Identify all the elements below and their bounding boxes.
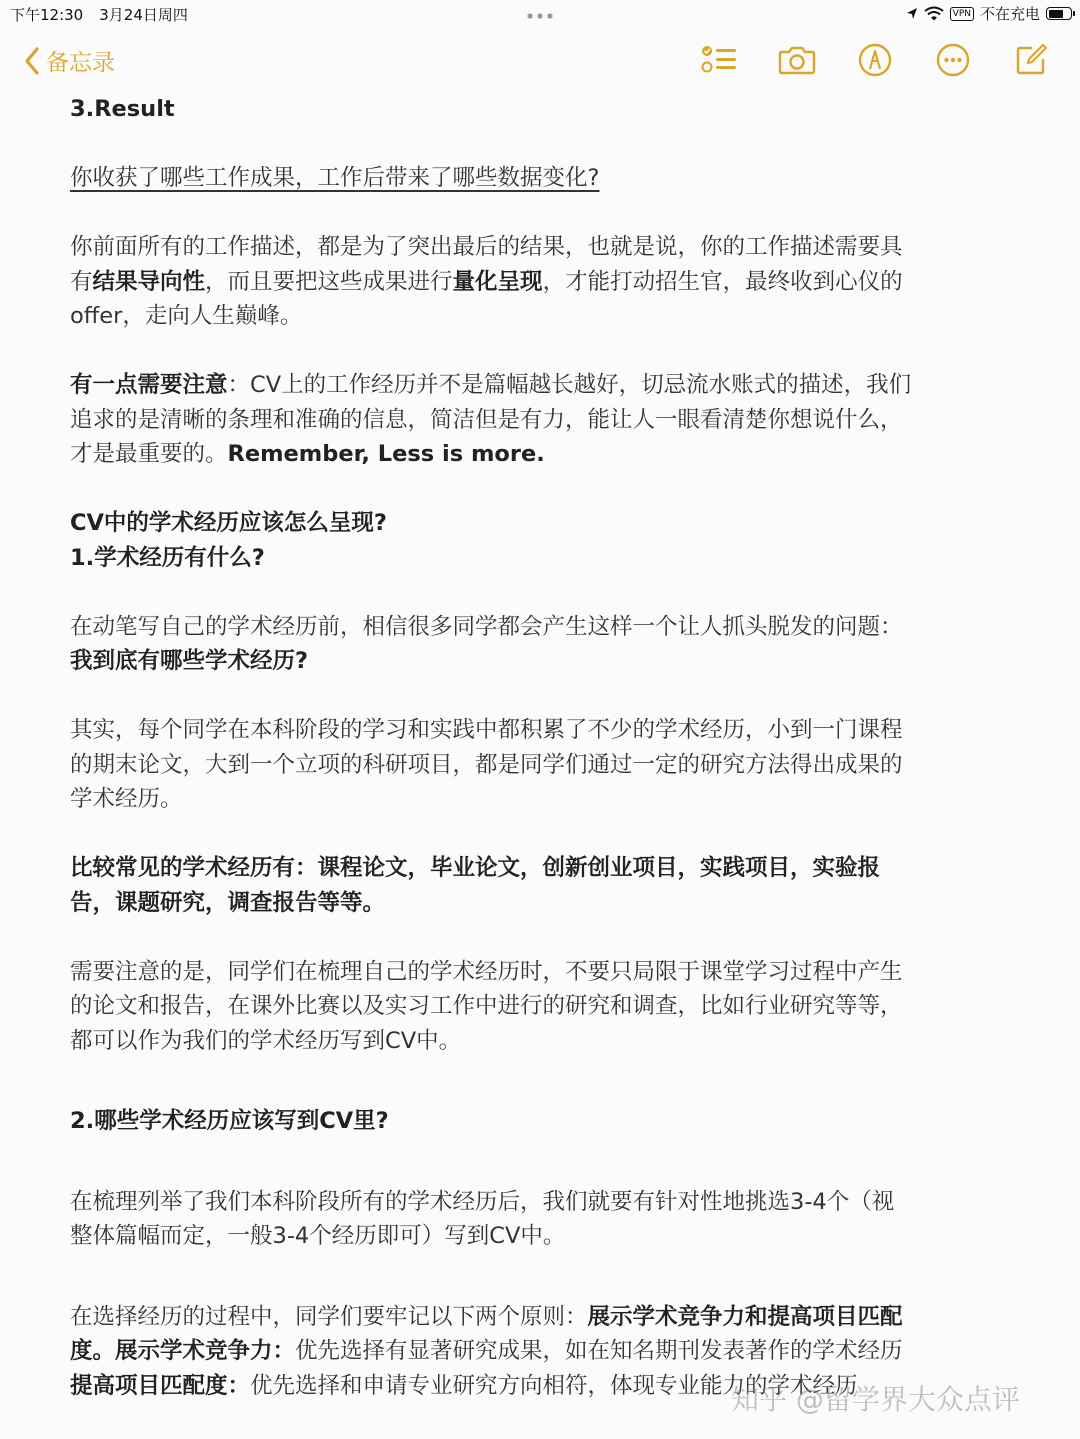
- more-icon: [936, 43, 970, 77]
- paragraph-line: 的论文和报告，在课外比赛以及实习工作中进行的研究和调查，比如行业研究等等，: [70, 993, 903, 1019]
- camera-button[interactable]: [774, 40, 820, 80]
- paragraph-line: 整体篇幅而定，一般3-4个经历即可）写到CV中。: [70, 1223, 566, 1249]
- heading-1: 1.学术经历有什么?: [70, 544, 265, 571]
- paragraph-line: 学术经历。: [70, 786, 183, 812]
- back-button[interactable]: [24, 44, 115, 77]
- paragraph-line: offer，走向人生巅峰。: [70, 303, 303, 329]
- paragraph-line: 告，课题研究，调查报告等等。: [70, 889, 386, 916]
- paragraph-line: 的期末论文，大到一个立项的科研项目，都是同学们通过一定的研究方法得出成果的: [70, 751, 903, 778]
- status-time: 下午12:30: [10, 6, 84, 24]
- paragraph-line: 有结果导向性，而且要把这些成果进行量化呈现，才能打动招生官，最终收到心仪的: [70, 268, 903, 295]
- markup-button[interactable]: [852, 40, 898, 80]
- status-bar: [0, 0, 1080, 30]
- battery-icon: [1046, 7, 1072, 20]
- paragraph-line: 比较常见的学术经历有：课程论文，毕业论文，创新创业项目，实践项目，实验报: [70, 855, 881, 881]
- paragraph-line: 才是最重要的。Remember, Less is more.: [70, 441, 545, 467]
- compose-icon: [1014, 43, 1048, 77]
- paragraph-line: 我到底有哪些学术经历?: [70, 648, 309, 674]
- question-underlined: 你收获了哪些工作成果，工作后带来了哪些数据变化?: [70, 165, 600, 191]
- paragraph-line: 在动笔写自己的学术经历前，相信很多同学都会产生这样一个让人抓头脱发的问题：: [70, 613, 903, 640]
- watermark: 知乎 @留学界大众点评: [731, 1383, 1020, 1416]
- checklist-icon: [701, 44, 737, 76]
- paragraph-line: 都可以作为我们的学术经历写到CV中。: [70, 1027, 462, 1054]
- more-button[interactable]: [930, 40, 976, 80]
- paragraph-line: 有一点需要注意：CV上的工作经历并不是篇幅越长越好，切忌流水账式的描述，我们: [70, 372, 912, 398]
- status-time-date: [10, 4, 188, 25]
- location-arrow-icon: [906, 7, 918, 21]
- camera-icon: [778, 45, 816, 75]
- chevron-left-icon: [24, 47, 40, 75]
- paragraph-line: 其实，每个同学在本科阶段的学习和实践中都积累了不少的学术经历，小到一门课程: [70, 717, 903, 743]
- vpn-badge: VPN: [950, 7, 974, 21]
- checklist-button[interactable]: [696, 40, 742, 80]
- charging-status: 不在充电: [979, 5, 1040, 23]
- paragraph-line: 在选择经历的过程中，同学们要牢记以下两个原则：展示学术竞争力和提高项目匹配: [70, 1303, 903, 1330]
- paragraph-line: 追求的是清晰的条理和准确的信息，简洁但是有力，能让人一眼看清楚你想说什么，: [70, 406, 903, 433]
- heading-2: 2.哪些学术经历应该写到CV里?: [70, 1108, 389, 1134]
- paragraph-line: 在梳理列举了我们本科阶段所有的学术经历后，我们就要有针对性地挑选3-4个（视: [70, 1188, 895, 1215]
- heading-result: 3.Result: [70, 96, 175, 122]
- paragraph-line: 度。展示学术竞争力：优先选择有显著研究成果，如在知名期刊发表著作的学术经历: [70, 1338, 903, 1364]
- paragraph-line: 提高项目匹配度：优先选择和申请专业研究方向相符，体现专业能力的学术经历: [70, 1372, 858, 1399]
- wifi-icon: [924, 6, 944, 21]
- markup-pen-icon: [858, 43, 892, 77]
- back-button-label: 备忘录: [46, 50, 115, 76]
- note-body[interactable]: [70, 92, 1015, 1403]
- status-date: 3月24日周四: [99, 6, 188, 24]
- toolbar: [696, 40, 1054, 80]
- nav-bar: [0, 30, 1080, 92]
- status-indicators: [906, 3, 1072, 24]
- heading-cv: CV中的学术经历应该怎么呈现?: [70, 510, 387, 536]
- compose-button[interactable]: [1008, 40, 1054, 80]
- paragraph-line: 需要注意的是，同学们在梳理自己的学术经历时，不要只局限于课堂学习过程中产生: [70, 958, 903, 985]
- paragraph-line: 你前面所有的工作描述，都是为了突出最后的结果，也就是说，你的工作描述需要具: [70, 234, 903, 260]
- multitasking-dots-icon[interactable]: [521, 3, 559, 23]
